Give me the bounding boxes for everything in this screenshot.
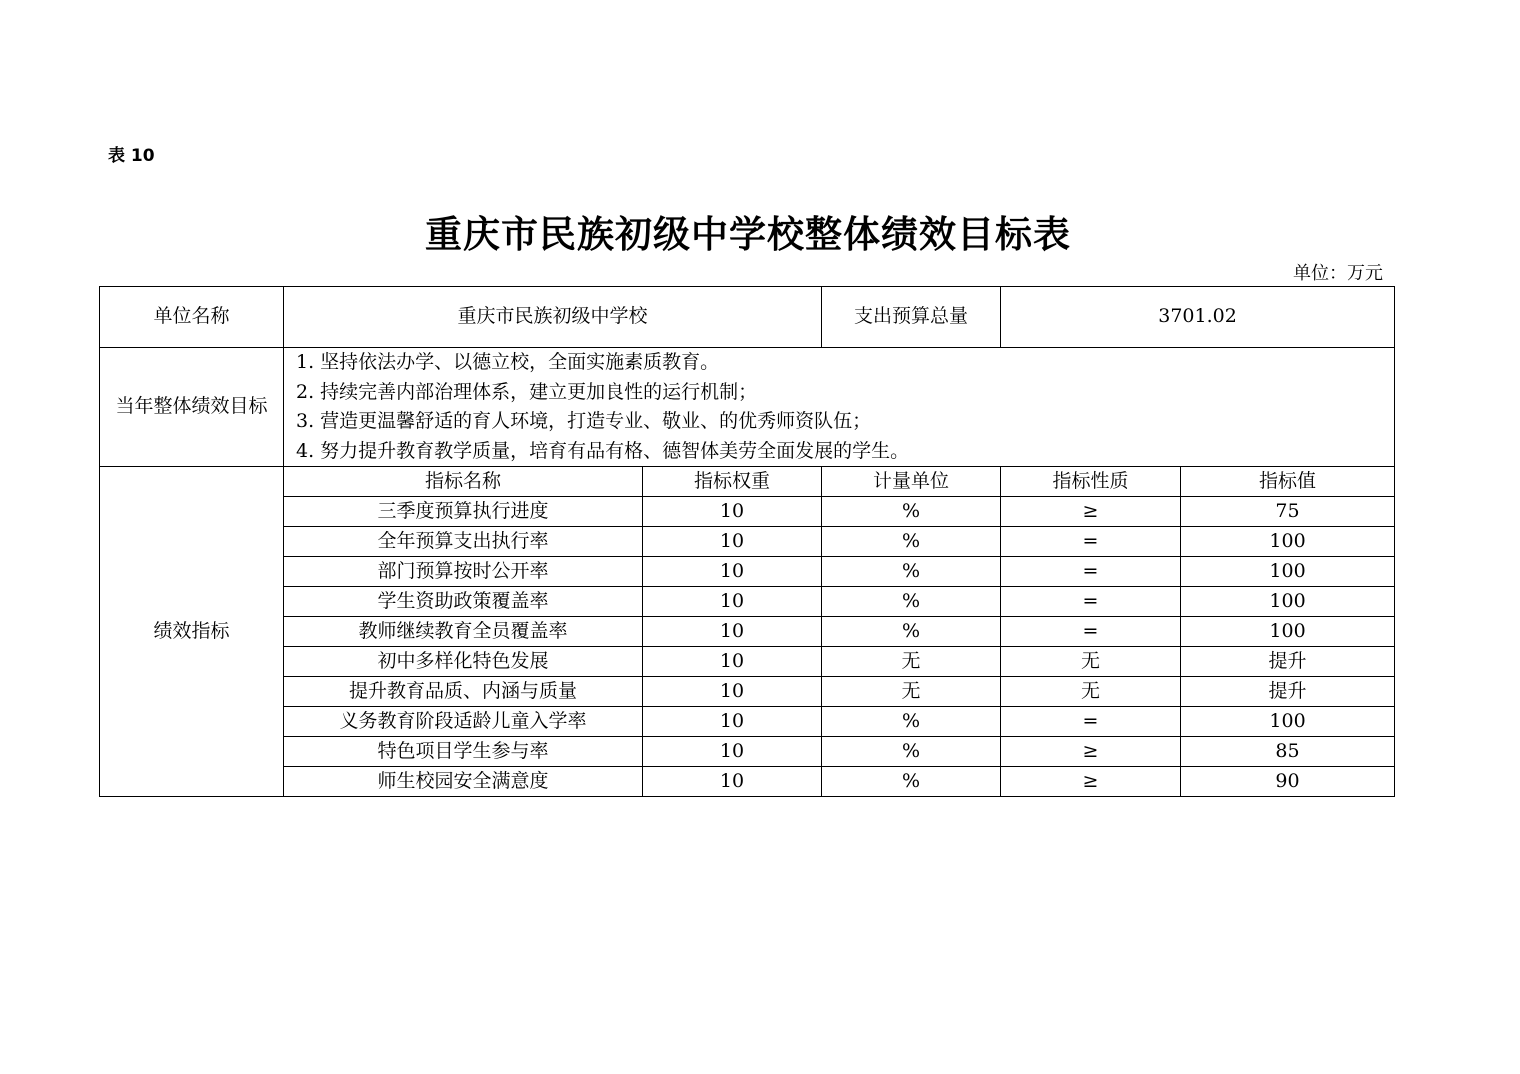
indicator-nature: ≥ (1001, 767, 1181, 797)
indicator-unit: % (822, 527, 1001, 557)
table-row (100, 617, 1395, 647)
indicator-weight: 10 (643, 617, 822, 647)
indicator-nature: = (1001, 587, 1181, 617)
table-row (100, 557, 1395, 587)
indicator-weight: 10 (643, 767, 822, 797)
page-title: 重庆市民族初级中学校整体绩效目标表 (425, 213, 1071, 256)
indicator-unit: % (822, 737, 1001, 767)
indicator-value: 100 (1181, 587, 1395, 617)
goal-item: 3. 营造更温馨舒适的育人环境，打造专业、敬业、的优秀师资队伍； (296, 410, 872, 432)
indicator-value: 100 (1181, 527, 1395, 557)
column-header: 计量单位 (822, 467, 1001, 497)
indicator-unit: 无 (822, 647, 1001, 677)
indicator-value: 75 (1181, 497, 1395, 527)
goals-content (284, 348, 1395, 467)
indicator-unit: 无 (822, 677, 1001, 707)
unit-label: 单位：万元 (1293, 263, 1383, 284)
indicator-unit: % (822, 497, 1001, 527)
table-row (100, 587, 1395, 617)
goals-row (100, 348, 1395, 467)
indicator-unit: % (822, 587, 1001, 617)
table-row (100, 737, 1395, 767)
header-row (100, 287, 1395, 348)
indicator-name: 初中多样化特色发展 (284, 647, 643, 677)
budget-label: 支出预算总量 (822, 287, 1001, 348)
indicator-unit: % (822, 617, 1001, 647)
goal-item: 1. 坚持依法办学、以德立校，全面实施素质教育。 (296, 351, 720, 373)
performance-goal-table (99, 286, 1395, 797)
unit-name-label: 单位名称 (100, 287, 284, 348)
column-header: 指标值 (1181, 467, 1395, 497)
indicator-weight: 10 (643, 707, 822, 737)
indicator-nature: = (1001, 557, 1181, 587)
goal-item: 4. 努力提升教育教学质量，培育有品有格、德智体美劳全面发展的学生。 (296, 439, 910, 462)
table-row (100, 527, 1395, 557)
indicator-nature: 无 (1001, 677, 1181, 707)
indicator-name: 学生资助政策覆盖率 (284, 587, 643, 617)
indicator-name: 义务教育阶段适龄儿童入学率 (284, 707, 643, 737)
indicator-value: 100 (1181, 617, 1395, 647)
indicator-weight: 10 (643, 647, 822, 677)
indicator-name: 三季度预算执行进度 (284, 497, 643, 527)
indicator-value: 100 (1181, 557, 1395, 587)
indicator-nature: ≥ (1001, 737, 1181, 767)
indicator-weight: 10 (643, 677, 822, 707)
column-header: 指标权重 (643, 467, 822, 497)
indicator-unit: % (822, 707, 1001, 737)
unit-name-value: 重庆市民族初级中学校 (284, 287, 822, 348)
indicator-weight: 10 (643, 497, 822, 527)
indicator-name: 特色项目学生参与率 (284, 737, 643, 767)
indicator-value: 提升 (1181, 647, 1395, 677)
indicator-weight: 10 (643, 737, 822, 767)
table-row (100, 497, 1395, 527)
indicator-nature: 无 (1001, 647, 1181, 677)
indicator-nature: = (1001, 707, 1181, 737)
table-row (100, 767, 1395, 797)
indicator-name: 部门预算按时公开率 (284, 557, 643, 587)
table-number: 表 10 (108, 146, 155, 166)
indicator-nature: ≥ (1001, 497, 1181, 527)
indicator-weight: 10 (643, 557, 822, 587)
indicator-nature: = (1001, 617, 1181, 647)
indicator-value: 100 (1181, 707, 1395, 737)
indicator-weight: 10 (643, 587, 822, 617)
goal-item: 2. 持续完善内部治理体系，建立更加良性的运行机制； (296, 380, 758, 403)
column-header: 指标性质 (1001, 467, 1181, 497)
indicator-value: 90 (1181, 767, 1395, 797)
indicator-unit: % (822, 767, 1001, 797)
indicators-label: 绩效指标 (100, 467, 284, 797)
indicator-name: 师生校园安全满意度 (284, 767, 643, 797)
budget-value: 3701.02 (1001, 287, 1395, 348)
indicator-name: 全年预算支出执行率 (284, 527, 643, 557)
indicator-weight: 10 (643, 527, 822, 557)
indicator-column-header-row (100, 467, 1395, 497)
goals-label-text: 当年整体绩效目标 (115, 395, 268, 418)
column-header: 指标名称 (284, 467, 643, 497)
indicator-value: 85 (1181, 737, 1395, 767)
table-row (100, 677, 1395, 707)
table-row (100, 707, 1395, 737)
indicator-value: 提升 (1181, 677, 1395, 707)
indicator-name: 提升教育品质、内涵与质量 (284, 677, 643, 707)
indicator-nature: = (1001, 527, 1181, 557)
indicator-name: 教师继续教育全员覆盖率 (284, 617, 643, 647)
table-row (100, 647, 1395, 677)
indicator-unit: % (822, 557, 1001, 587)
goals-label (100, 348, 284, 467)
